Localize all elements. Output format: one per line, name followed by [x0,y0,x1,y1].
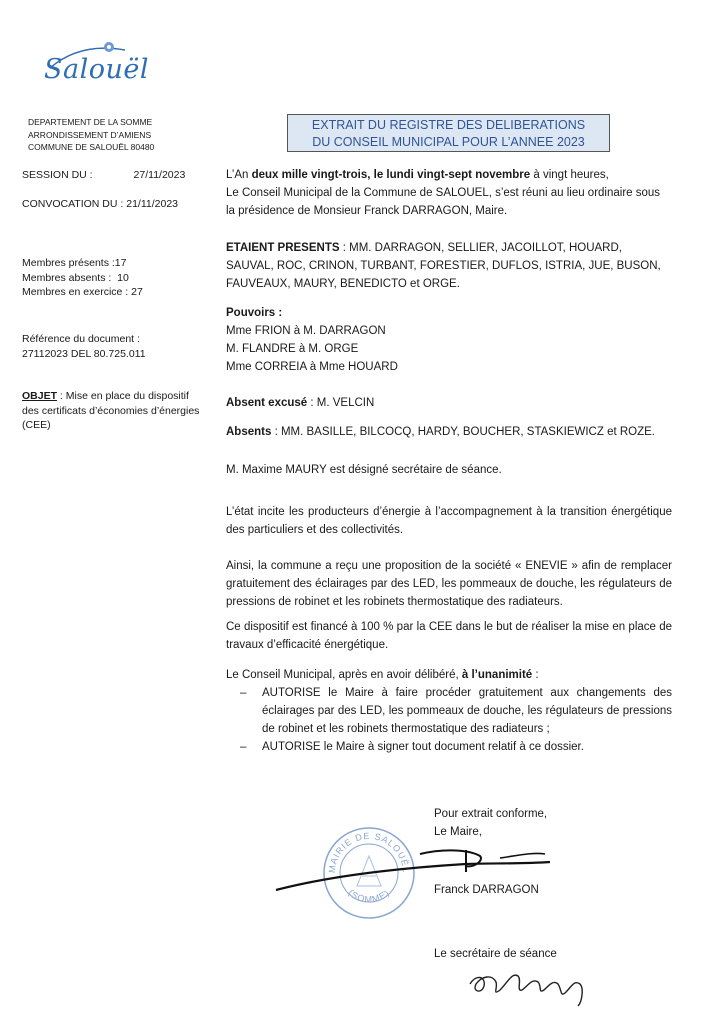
session-date: 27/11/2023 [133,169,186,181]
members-exercice: Membres en exercice : 27 [22,286,143,298]
pouvoirs-label: Pouvoirs : [226,307,283,319]
objet-label: OBJET [22,390,58,402]
signature-block [434,805,547,841]
signature-line-2: Le Maire, [434,826,482,838]
stamp-top-text: MAIRIE DE SALOUËL [326,830,412,874]
paragraph-proposal: Ainsi, la commune a reçu une proposition de la société « ENEVIE » afin de remplacer gratuitement des éclairages par des LED, les pommeaux de douche, les régulateurs de pressions de robinet et les robinets thermostatique des radiateurs. [226,560,672,608]
pouvoir-item: Mme CORREIA à Mme HOUARD [226,361,398,373]
decision-list [226,684,672,756]
header-arrondissement: ARRONDISSEMENT D’AMIENS [28,129,152,140]
header-departement: DEPARTEMENT DE LA SOMME [28,117,153,127]
absent-excuse [226,394,672,412]
header-commune: COMMUNE DE SALOUËL 80480 [28,142,155,152]
presents-paragraph [226,239,672,293]
secretary-label: Le secrétaire de séance [434,948,557,960]
members-absent: Membres absents : 10 [22,271,129,284]
reference-block [22,332,146,361]
objet-block [22,389,200,433]
decision-prefix: Le Conseil Municipal, après en avoir délibéré, [226,669,462,681]
presents-label: ETAIENT PRESENTS [226,242,340,254]
decision-block [226,666,672,756]
intro-text: Le Conseil Municipal de la Commune de SALOUEL, s’est réuni au lieu ordinaire sous la présidence de Monsieur Franck DARRAGON, Maire. [226,187,661,217]
absents [226,423,672,441]
session-label: SESSION DU : [22,169,93,181]
stamp-bottom-text: (SOMME) [346,887,392,905]
logo-text: Salouël [44,54,149,85]
document-title-box [287,114,610,152]
administrative-header [28,116,154,154]
reference-label: Référence du document : [22,333,140,345]
signature-line-1: Pour extrait conforme, [434,808,548,820]
members-present: Membres présents :17 [22,257,127,269]
intro-prefix: L’An [226,169,252,181]
absents-label: Absents [226,426,272,438]
title-line-2: DU CONSEIL MUNICIPAL POUR L’ANNEE 2023 [312,135,585,149]
absents-text: : MM. BASILLE, BILCOCQ, HARDY, BOUCHER, STASKIEWICZ et ROZE. [271,426,655,438]
intro-suffix: à vingt heures, [530,169,609,181]
commune-logo [30,38,170,98]
decision-item: – AUTORISE le Maire à signer tout document relatif à ce dossier. [226,738,672,756]
excuse-label: Absent excusé [226,397,308,409]
intro-date: deux mille vingt-trois, le lundi vingt-sept novembre [251,169,531,181]
convocation-date: CONVOCATION DU : 21/11/2023 [22,198,178,210]
members-block [22,256,143,300]
mayor-name: Franck DARRAGON [434,884,539,896]
decision-suffix: : [532,669,539,681]
pouvoir-item: M. FLANDRE à M. ORGE [226,343,359,355]
meeting-intro [226,166,672,220]
session-row [22,168,185,183]
pouvoir-item: Mme FRION à M. DARRAGON [226,325,386,337]
paragraph-context: L’état incite les producteurs d’énergie à l’accompagnement à la transition énergétique des particuliers et des collectivités. [226,506,672,536]
excuse-text: : M. VELCIN [307,397,375,409]
pouvoirs-block [226,304,672,376]
secretary-signature [462,962,602,1008]
paragraph-funding: Ce dispositif est financé à 100 % par la CEE dans le but de réaliser la mise en place de travaux d’efficacité énergétique. [226,621,672,651]
secretary-designation: M. Maxime MAURY est désigné secrétaire de séance. [226,464,502,476]
reference-value: 27112023 DEL 80.725.011 [22,347,146,360]
decision-item: – AUTORISE le Maire à faire procéder gratuitement aux changements des éclairages par des LED, les pommeaux de douche, les régulateurs de pressions de robinet et les robinets thermostatique des radiateurs ; [226,684,672,738]
objet-text: : Mise en place du dispositif des certificats d’économies d’énergies (CEE) [22,390,200,431]
title-line-1: EXTRAIT DU REGISTRE DES DELIBERATIONS [311,118,586,132]
presents-list: : MM. DARRAGON, SELLIER, JACOILLOT, HOUARD, SAUVAL, ROC, CRINON, TURBANT, FORESTIER, DUFLOS, ISTRIA, JUE, BUSON, FAUVEAUX, MAURY, BENEDICTO et ORGE. [226,242,661,290]
decision-unanimity: à l’unanimité [461,669,533,681]
